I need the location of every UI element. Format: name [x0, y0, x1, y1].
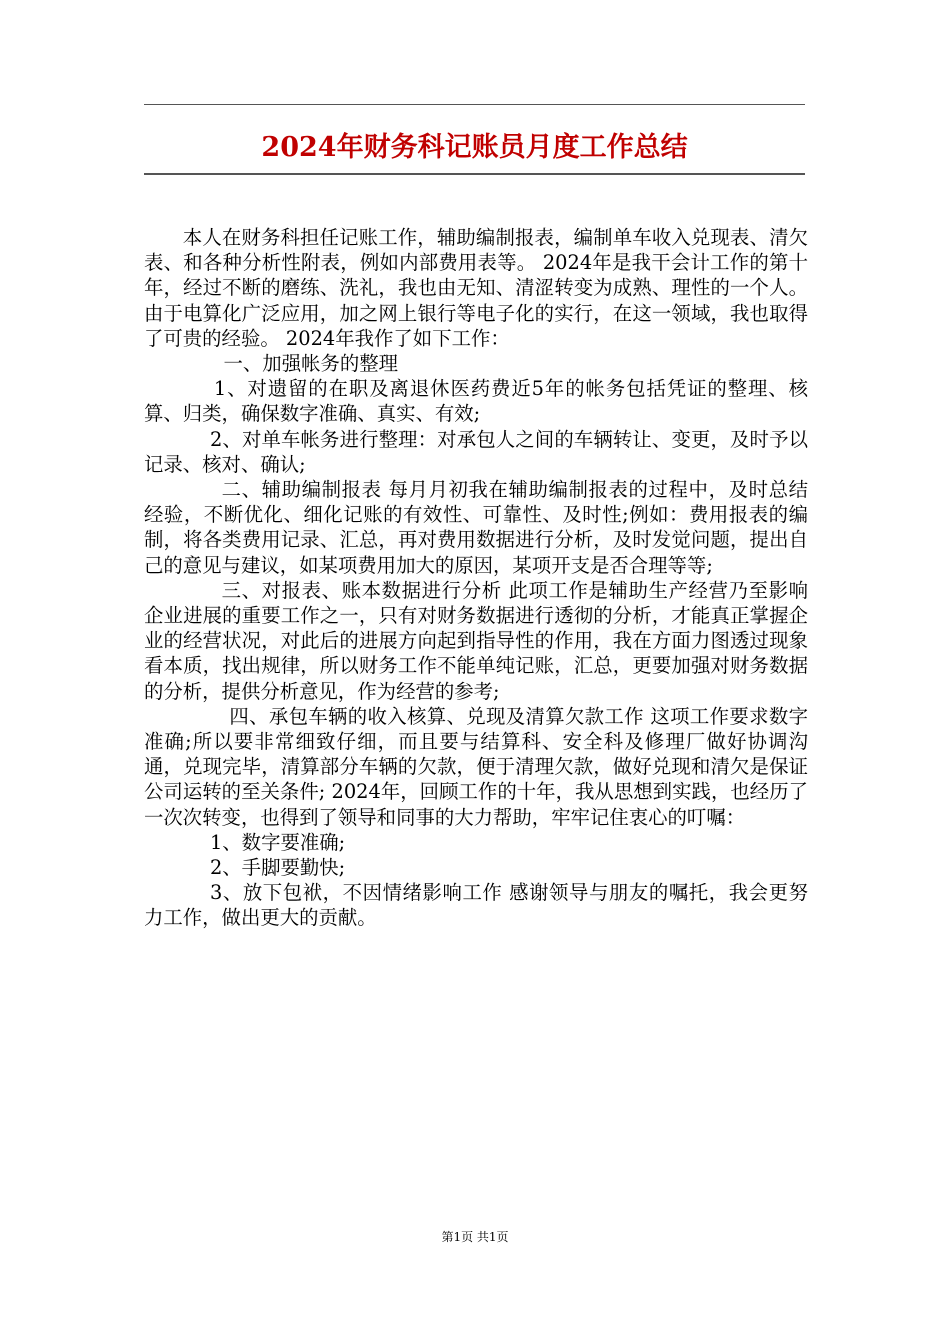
paragraph-closing-item-1: 1、数字要准确;	[209, 830, 346, 854]
paragraph-closing-item-2: 2、手脚要勤快;	[209, 856, 346, 880]
paragraph-section-1-item-1: 1、对遗留的在职及离退休医药费近5年的帐务包括凭证的整理、核算、归类，确保数字准确、真实、有效;	[144, 377, 808, 426]
paragraph-section-4: 四、承包车辆的收入核算、兑现及清算欠款工作 这项工作要求数字准确;所以要非常细致仔细，而且要与结算科、安全科及修理厂做好协调沟通，兑现完毕，清算部分车辆的欠款，便于清理欠款，做好兑现和清欠是保证公司运转的至关条件; 2024年，回顾工作的十年，我从思想到实践，也经历了一次次转变，也得到了领导和同事的大力帮助，牢牢记住衷心的叮嘱：	[144, 704, 808, 829]
paragraph-closing-item-3: 3、放下包袱，不因情绪影响工作 感谢领导与朋友的嘱托，我会更努力工作，做出更大的贡献。	[144, 881, 808, 930]
paragraph-section-1-heading: 一、加强帐务的整理	[223, 352, 399, 376]
document-body	[144, 225, 808, 931]
paragraph-intro: 本人在财务科担任记账工作，辅助编制报表，编制单车收入兑现表、清欠表、和各种分析性附表，例如内部费用表等。 2024年是我干会计工作的第十年，经过不断的磨练、洗礼，我也由无知、清涩转变为成熟、理性的一个人。 由于电算化广泛应用，加之网上银行等电子化的实行，在这一领域，我也取得了可贵的经验。 2024年我作了如下工作：	[144, 226, 808, 350]
paragraph-section-2: 二、辅助编制报表 每月月初我在辅助编制报表的过程中，及时总结经验，不断优化、细化记账的有效性、可靠性、及时性;例如：费用报表的编制，将各类费用记录、汇总，再对费用数据进行分析，及时发觉问题，提出自己的意见与建议，如某项费用加大的原因，某项开支是否合理等等;	[144, 478, 808, 577]
paragraph-section-3: 三、对报表、账本数据进行分析 此项工作是辅助生产经营乃至影响企业进展的重要工作之一，只有对财务数据进行透彻的分析，才能真正掌握企业的经营状况，对此后的进展方向起到指导性的作用，我在方面力图透过现象看本质，找出规律，所以财务工作不能单纯记账，汇总，更要加强对财务数据的分析，提供分析意见，作为经营的参考;	[144, 578, 808, 703]
document-title: 2024年财务科记账员月度工作总结	[261, 132, 688, 163]
header-rule-top	[144, 104, 805, 105]
page-footer: 第1页 共1页	[441, 1230, 509, 1244]
header-rule-bottom	[144, 173, 805, 175]
paragraph-section-1-item-2: 2、对单车帐务进行整理：对承包人之间的车辆转让、变更，及时予以记录、核对、确认;	[144, 427, 808, 476]
